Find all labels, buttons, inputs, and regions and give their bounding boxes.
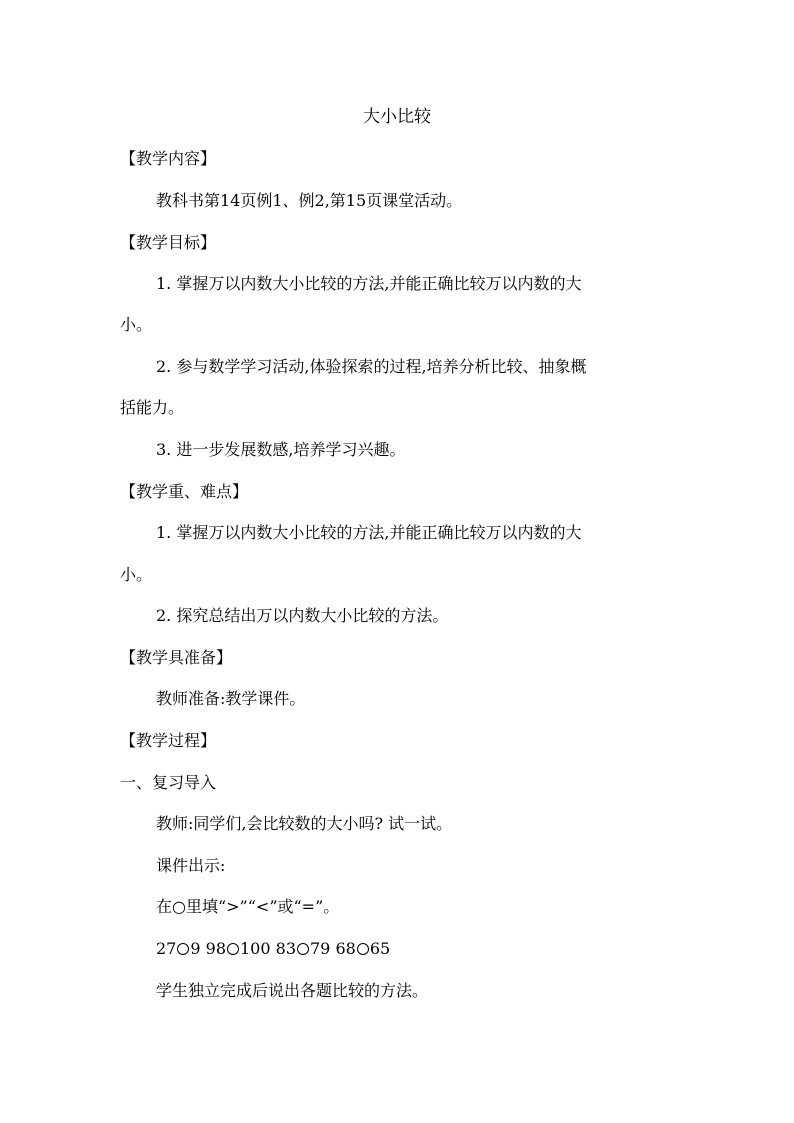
- exercise-2-right: 100: [240, 939, 271, 958]
- blank-circle-icon: [357, 943, 369, 955]
- key-point-1-line-1: 1. 掌握万以内数大小比较的方法,并能正确比较万以内数的大: [156, 523, 582, 542]
- section-heading-preparation: 【教学具准备】: [120, 648, 233, 667]
- section-heading-goals: 【教学目标】: [120, 233, 217, 252]
- section-heading-content: 【教学内容】: [120, 149, 217, 168]
- preparation-text: 教师准备:教学课件。: [156, 689, 306, 708]
- teacher-line: 教师:同学们,会比较数的大小吗? 试一试。: [156, 814, 453, 833]
- goal-1-line-1: 1. 掌握万以内数大小比较的方法,并能正确比较万以内数的大: [156, 274, 582, 293]
- exercise-4-left: 68: [335, 939, 356, 958]
- part-1-heading: 一、复习导入: [120, 773, 217, 792]
- section-heading-key-points: 【教学重、难点】: [120, 482, 249, 501]
- comparison-exercise: [156, 938, 390, 960]
- key-point-1-line-2: 小。: [120, 565, 153, 584]
- blank-circle-icon: [227, 943, 239, 955]
- student-line: 学生独立完成后说出各题比较的方法。: [156, 981, 429, 1000]
- blank-circle-icon: [177, 943, 189, 955]
- exercise-2-left: 98: [205, 939, 226, 958]
- goal-2-line-1: 2. 参与数学学习活动,体验探索的过程,培养分析比较、抽象概: [156, 357, 587, 376]
- content-text: 教科书第14页例1、例2,第15页课堂活动。: [156, 191, 463, 210]
- exercise-3-left: 83: [275, 939, 296, 958]
- goal-1-line-2: 小。: [120, 315, 153, 334]
- key-point-2: 2. 探究总结出万以内数大小比较的方法。: [156, 606, 449, 625]
- fill-instruction: 在○里填“>”“<”或“=”。: [156, 897, 340, 916]
- blank-circle-icon: [297, 943, 309, 955]
- exercise-1-right: 9: [190, 939, 201, 958]
- courseware-line: 课件出示:: [156, 856, 226, 875]
- document-title: 大小比较: [363, 107, 431, 127]
- section-heading-process: 【教学过程】: [120, 731, 217, 750]
- goal-3: 3. 进一步发展数感,培养学习兴趣。: [156, 440, 406, 459]
- exercise-4-right: 65: [369, 939, 391, 958]
- exercise-3-right: 79: [310, 939, 331, 958]
- exercise-1-left: 27: [156, 939, 177, 958]
- goal-2-line-2: 括能力。: [120, 398, 185, 417]
